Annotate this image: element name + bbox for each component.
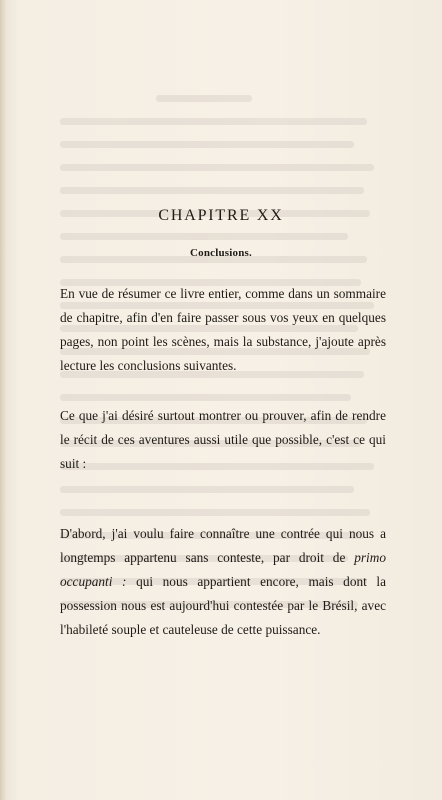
paragraph-text-after-italic: qui nous appartient encore, mais dont la possession nous est aujourd'hui contestée par le Brésil, avec l'habileté souple et cauteleuse de cette puissance. — [60, 574, 387, 637]
paragraph-purpose — [60, 404, 386, 476]
paragraph-text: Ce que j'ai désiré surtout montrer ou prouver, afin de rendre le récit de ces aventures aussi utile que possible, c'est ce qui suit : — [60, 408, 386, 471]
paragraph-text-before-italic: D'abord, j'ai voulu faire connaître une contrée qui nous a longtemps appartenu sans conteste, par droit de — [60, 526, 386, 565]
chapter-subtitle: Conclusions. — [189, 247, 252, 259]
paragraph-first-point — [60, 522, 386, 642]
latin-phrase: primo occupanti : — [60, 550, 386, 589]
paragraph-text: En vue de résumer ce livre entier, comme dans un sommaire de chapitre, afin d'en faire passer sous vos yeux en quelques pages, non point les scènes, mais la substance, j'ajoute après lecture les conclusions suivantes. — [60, 286, 386, 373]
chapter-title: CHAPITRE XX — [158, 207, 284, 224]
paragraph-intro — [60, 282, 386, 378]
